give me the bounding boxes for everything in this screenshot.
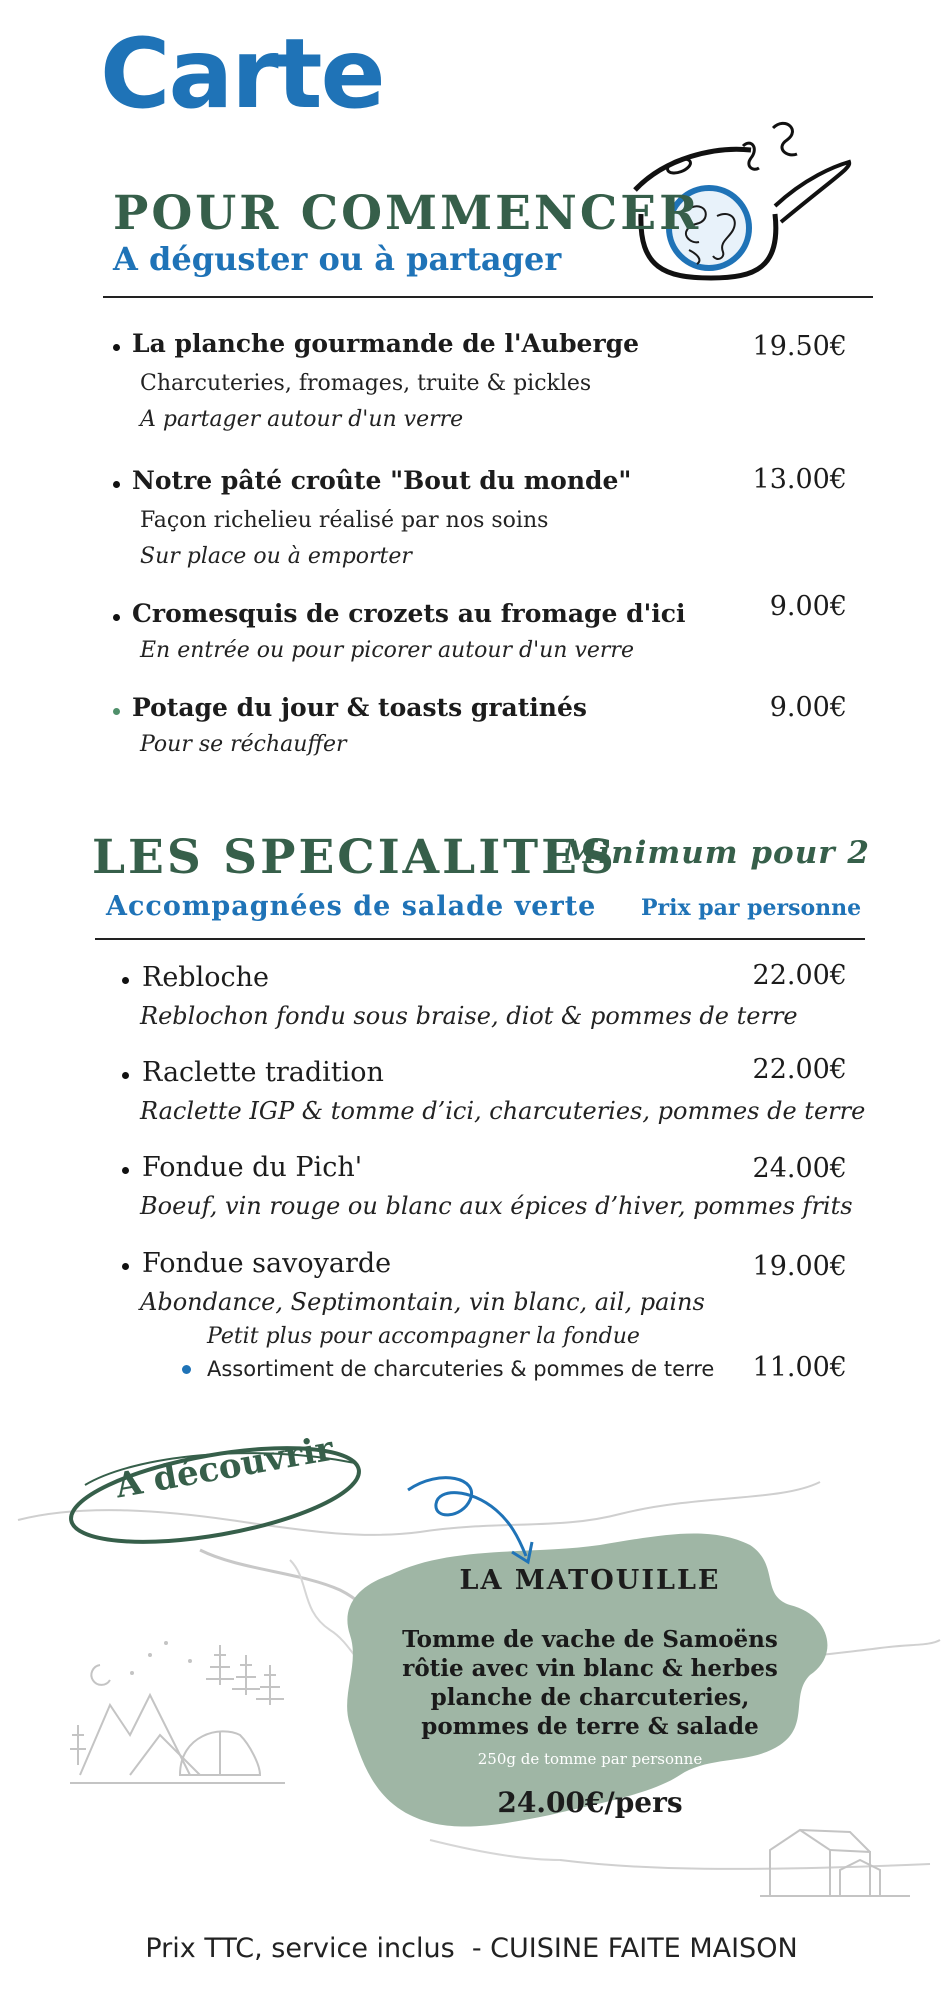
menu-item-description: Raclette IGP & tomme d’ici, charcuteries, pommes de terre bbox=[140, 1097, 866, 1125]
discover-price: 24.00€/pers bbox=[497, 1786, 683, 1819]
section-divider bbox=[103, 296, 873, 298]
menu-item-price: 22.00€ bbox=[752, 1054, 847, 1085]
discover-title: LA MATOUILLE bbox=[459, 1565, 721, 1596]
discover-note: 250g de tomme par personne bbox=[477, 1750, 703, 1768]
menu-item-name: Notre pâté croûte "Bout du monde" bbox=[132, 466, 632, 495]
menu-item-name: Raclette tradition bbox=[142, 1057, 384, 1088]
menu-item-name: Cromesquis de crozets au fromage d'ici bbox=[132, 599, 686, 628]
discover-line: rôtie avec vin blanc & herbes bbox=[402, 1655, 778, 1682]
section-title-starters: POUR COMMENCER bbox=[113, 186, 702, 241]
menu-item-description: Façon richelieu réalisé par nos soins bbox=[140, 508, 549, 533]
menu-item-description: Charcuteries, fromages, truite & pickles bbox=[140, 371, 592, 396]
page-title: Carte bbox=[100, 18, 384, 130]
section-subtitle-starters: A déguster ou à partager bbox=[113, 240, 562, 278]
minimum-note: Minimum pour 2 bbox=[563, 835, 870, 871]
menu-item-note: Pour se réchauffer bbox=[140, 732, 347, 757]
bullet-icon bbox=[122, 1263, 129, 1270]
section-subtitle-specialties: Accompagnées de salade verte bbox=[106, 891, 597, 922]
discover-line: pommes de terre & salade bbox=[421, 1713, 759, 1740]
extra-title: Petit plus pour accompagner la fondue bbox=[207, 1324, 640, 1349]
section-title-specialties: LES SPECIALITES bbox=[92, 830, 617, 885]
extra-price: 11.00€ bbox=[752, 1352, 847, 1383]
discover-line: Tomme de vache de Samoëns bbox=[402, 1626, 778, 1653]
curved-arrow-icon bbox=[400, 1470, 550, 1580]
menu-item-price: 9.00€ bbox=[769, 692, 847, 723]
menu-item-note: A partager autour d'un verre bbox=[140, 407, 464, 432]
menu-item-description: Reblochon fondu sous braise, diot & pommes de terre bbox=[140, 1002, 798, 1030]
menu-item-description: Abondance, Septimontain, vin blanc, ail, pains bbox=[140, 1288, 705, 1316]
menu-item-price: 13.00€ bbox=[752, 464, 847, 495]
menu-item-price: 9.00€ bbox=[769, 591, 847, 622]
bullet-icon bbox=[182, 1365, 191, 1374]
menu-item-name: La planche gourmande de l'Auberge bbox=[132, 329, 640, 358]
discover-badge-label: A découvrir bbox=[112, 1428, 337, 1507]
menu-item-name: Fondue du Pich' bbox=[142, 1152, 363, 1183]
discover-description bbox=[360, 1625, 820, 1741]
bullet-icon bbox=[113, 344, 120, 351]
menu-item-note: En entrée ou pour picorer autour d'un verre bbox=[140, 638, 634, 663]
bullet-icon bbox=[113, 614, 120, 621]
bullet-icon bbox=[122, 1167, 129, 1174]
menu-item-note: Sur place ou à emporter bbox=[140, 544, 412, 569]
discover-line: planche de charcuteries, bbox=[430, 1684, 750, 1711]
menu-item-price: 19.50€ bbox=[752, 331, 847, 362]
bullet-icon bbox=[122, 1072, 129, 1079]
footer-note: Prix TTC, service inclus - CUISINE FAITE MAISON bbox=[145, 1933, 798, 1964]
bullet-icon bbox=[113, 481, 120, 488]
section-divider bbox=[95, 938, 865, 940]
extra-item: Assortiment de charcuteries & pommes de terre bbox=[207, 1357, 715, 1381]
bullet-icon bbox=[113, 708, 120, 715]
house-sketch-icon bbox=[760, 1820, 910, 1900]
price-per-person-note: Prix par personne bbox=[641, 895, 862, 921]
menu-item-price: 24.00€ bbox=[752, 1153, 847, 1184]
bullet-icon bbox=[122, 977, 129, 984]
menu-item-name: Fondue savoyarde bbox=[142, 1248, 392, 1279]
menu-item-description: Boeuf, vin rouge ou blanc aux épices d’hiver, pommes frits bbox=[140, 1192, 853, 1220]
menu-item-name: Rebloche bbox=[142, 962, 269, 993]
mountain-tent-illustration bbox=[70, 1625, 290, 1795]
menu-item-price: 22.00€ bbox=[752, 960, 847, 991]
menu-item-price: 19.00€ bbox=[752, 1251, 847, 1282]
menu-item-name: Potage du jour & toasts gratinés bbox=[132, 693, 587, 722]
